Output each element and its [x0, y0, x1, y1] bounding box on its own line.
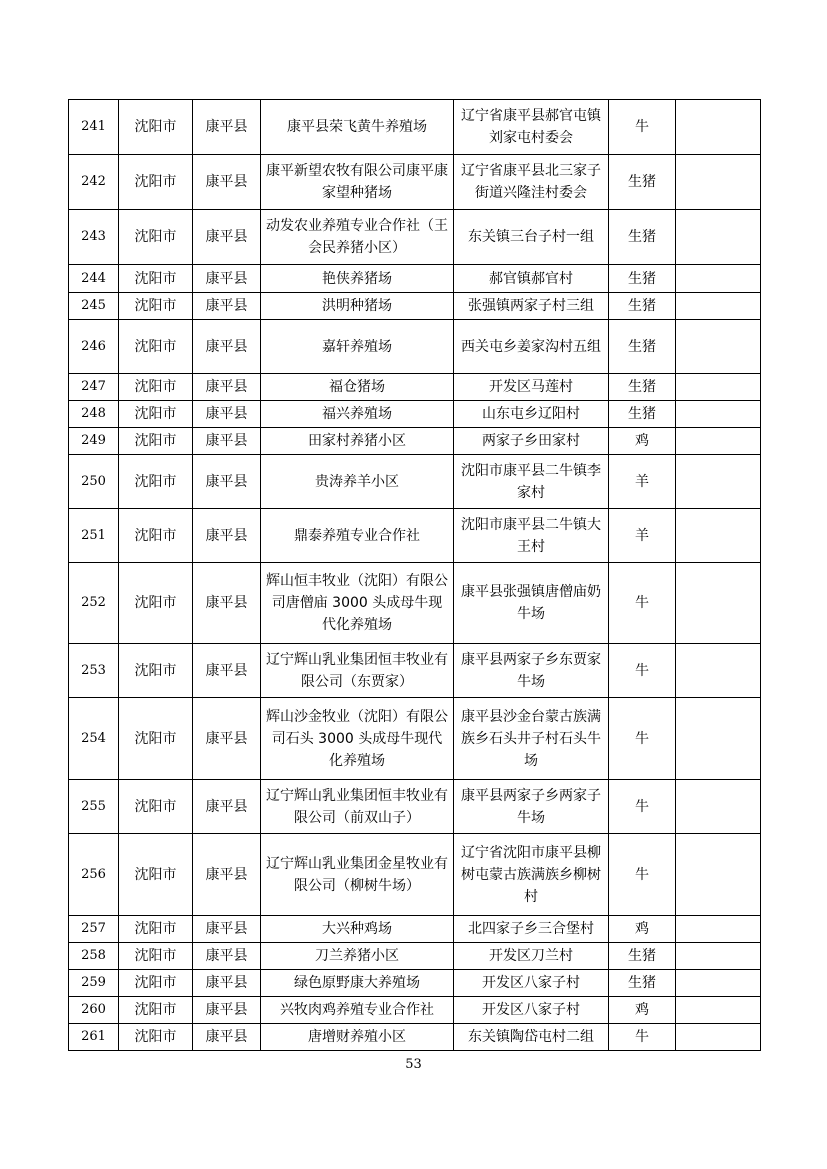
county-cell: 康平县	[193, 997, 261, 1024]
address-cell: 东关镇三台子村一组	[454, 210, 609, 265]
city-cell: 沈阳市	[119, 943, 193, 970]
animal-type-cell: 生猪	[609, 155, 676, 210]
remarks-cell	[676, 455, 761, 509]
animal-type-cell: 牛	[609, 100, 676, 155]
address-cell: 开发区刀兰村	[454, 943, 609, 970]
table-row	[69, 265, 761, 293]
table-row	[69, 1024, 761, 1051]
county-cell: 康平县	[193, 509, 261, 563]
farm-name-cell: 大兴种鸡场	[261, 916, 454, 943]
animal-type-cell: 生猪	[609, 210, 676, 265]
city-cell: 沈阳市	[119, 428, 193, 455]
city-cell: 沈阳市	[119, 970, 193, 997]
remarks-cell	[676, 997, 761, 1024]
table-row	[69, 320, 761, 374]
table-row	[69, 644, 761, 698]
city-cell: 沈阳市	[119, 265, 193, 293]
city-cell: 沈阳市	[119, 644, 193, 698]
remarks-cell	[676, 1024, 761, 1051]
row-number: 252	[69, 563, 119, 644]
address-cell: 康平县两家子乡东贾家牛场	[454, 644, 609, 698]
address-cell: 辽宁省康平县北三家子街道兴隆洼村委会	[454, 155, 609, 210]
table-row	[69, 509, 761, 563]
row-number: 248	[69, 401, 119, 428]
city-cell: 沈阳市	[119, 780, 193, 834]
remarks-cell	[676, 780, 761, 834]
remarks-cell	[676, 563, 761, 644]
city-cell: 沈阳市	[119, 155, 193, 210]
county-cell: 康平县	[193, 970, 261, 997]
address-cell: 辽宁省沈阳市康平县柳树屯蒙古族满族乡柳树村	[454, 834, 609, 916]
table-row	[69, 970, 761, 997]
table-row	[69, 455, 761, 509]
row-number: 257	[69, 916, 119, 943]
remarks-cell	[676, 265, 761, 293]
farm-name-cell: 田家村养猪小区	[261, 428, 454, 455]
table-row	[69, 100, 761, 155]
county-cell: 康平县	[193, 1024, 261, 1051]
remarks-cell	[676, 374, 761, 401]
county-cell: 康平县	[193, 780, 261, 834]
table-row	[69, 916, 761, 943]
animal-type-cell: 生猪	[609, 970, 676, 997]
farm-name-cell: 刀兰养猪小区	[261, 943, 454, 970]
county-cell: 康平县	[193, 155, 261, 210]
city-cell: 沈阳市	[119, 698, 193, 780]
farm-name-cell: 鼎泰养殖专业合作社	[261, 509, 454, 563]
address-cell: 西关屯乡姜家沟村五组	[454, 320, 609, 374]
table-row	[69, 401, 761, 428]
address-cell: 沈阳市康平县二牛镇李家村	[454, 455, 609, 509]
county-cell: 康平县	[193, 943, 261, 970]
table-body	[69, 100, 761, 1051]
table-row	[69, 563, 761, 644]
remarks-cell	[676, 834, 761, 916]
city-cell: 沈阳市	[119, 1024, 193, 1051]
table-row	[69, 210, 761, 265]
animal-type-cell: 牛	[609, 834, 676, 916]
county-cell: 康平县	[193, 563, 261, 644]
row-number: 243	[69, 210, 119, 265]
remarks-cell	[676, 320, 761, 374]
animal-type-cell: 牛	[609, 563, 676, 644]
farm-name-cell: 辉山沙金牧业（沈阳）有限公司石头 3000 头成母牛现代化养殖场	[261, 698, 454, 780]
animal-type-cell: 羊	[609, 455, 676, 509]
row-number: 260	[69, 997, 119, 1024]
county-cell: 康平县	[193, 455, 261, 509]
address-cell: 康平县张强镇唐僧庙奶牛场	[454, 563, 609, 644]
remarks-cell	[676, 970, 761, 997]
address-cell: 辽宁省康平县郝官屯镇刘家屯村委会	[454, 100, 609, 155]
farm-name-cell: 康平县荣飞黄牛养殖场	[261, 100, 454, 155]
farm-name-cell: 辽宁辉山乳业集团恒丰牧业有限公司（东贾家）	[261, 644, 454, 698]
farm-name-cell: 洪明种猪场	[261, 293, 454, 320]
row-number: 249	[69, 428, 119, 455]
row-number: 244	[69, 265, 119, 293]
table-row	[69, 428, 761, 455]
county-cell: 康平县	[193, 834, 261, 916]
county-cell: 康平县	[193, 916, 261, 943]
animal-type-cell: 生猪	[609, 401, 676, 428]
farm-name-cell: 辽宁辉山乳业集团恒丰牧业有限公司（前双山子）	[261, 780, 454, 834]
farm-name-cell: 绿色原野康大养殖场	[261, 970, 454, 997]
address-cell: 沈阳市康平县二牛镇大王村	[454, 509, 609, 563]
table-row	[69, 997, 761, 1024]
remarks-cell	[676, 916, 761, 943]
city-cell: 沈阳市	[119, 100, 193, 155]
remarks-cell	[676, 155, 761, 210]
county-cell: 康平县	[193, 644, 261, 698]
farm-name-cell: 福仓猪场	[261, 374, 454, 401]
animal-type-cell: 生猪	[609, 320, 676, 374]
remarks-cell	[676, 210, 761, 265]
table-row	[69, 698, 761, 780]
table-row	[69, 293, 761, 320]
city-cell: 沈阳市	[119, 401, 193, 428]
row-number: 245	[69, 293, 119, 320]
animal-type-cell: 生猪	[609, 374, 676, 401]
row-number: 259	[69, 970, 119, 997]
table-row	[69, 780, 761, 834]
address-cell: 张强镇两家子村三组	[454, 293, 609, 320]
farm-name-cell: 嘉轩养殖场	[261, 320, 454, 374]
remarks-cell	[676, 401, 761, 428]
row-number: 254	[69, 698, 119, 780]
table-row	[69, 834, 761, 916]
row-number: 261	[69, 1024, 119, 1051]
county-cell: 康平县	[193, 320, 261, 374]
address-cell: 开发区马莲村	[454, 374, 609, 401]
row-number: 255	[69, 780, 119, 834]
table-row	[69, 943, 761, 970]
county-cell: 康平县	[193, 374, 261, 401]
city-cell: 沈阳市	[119, 320, 193, 374]
address-cell: 开发区八家子村	[454, 997, 609, 1024]
county-cell: 康平县	[193, 210, 261, 265]
row-number: 242	[69, 155, 119, 210]
animal-type-cell: 鸡	[609, 997, 676, 1024]
row-number: 246	[69, 320, 119, 374]
remarks-cell	[676, 644, 761, 698]
city-cell: 沈阳市	[119, 455, 193, 509]
county-cell: 康平县	[193, 293, 261, 320]
animal-type-cell: 牛	[609, 644, 676, 698]
city-cell: 沈阳市	[119, 997, 193, 1024]
row-number: 253	[69, 644, 119, 698]
row-number: 258	[69, 943, 119, 970]
farm-name-cell: 动发农业养殖专业合作社（王会民养猪小区）	[261, 210, 454, 265]
city-cell: 沈阳市	[119, 210, 193, 265]
remarks-cell	[676, 509, 761, 563]
county-cell: 康平县	[193, 428, 261, 455]
address-cell: 康平县沙金台蒙古族满族乡石头井子村石头牛场	[454, 698, 609, 780]
address-cell: 两家子乡田家村	[454, 428, 609, 455]
address-cell: 康平县两家子乡两家子牛场	[454, 780, 609, 834]
city-cell: 沈阳市	[119, 563, 193, 644]
farm-name-cell: 艳侠养猪场	[261, 265, 454, 293]
farm-name-cell: 福兴养殖场	[261, 401, 454, 428]
address-cell: 郝官镇郝官村	[454, 265, 609, 293]
address-cell: 北四家子乡三合堡村	[454, 916, 609, 943]
animal-type-cell: 牛	[609, 698, 676, 780]
page-number: 53	[405, 1057, 422, 1072]
farm-list-table	[68, 99, 761, 1051]
remarks-cell	[676, 943, 761, 970]
address-cell: 东关镇陶岱屯村二组	[454, 1024, 609, 1051]
animal-type-cell: 鸡	[609, 916, 676, 943]
city-cell: 沈阳市	[119, 834, 193, 916]
table-row	[69, 374, 761, 401]
city-cell: 沈阳市	[119, 916, 193, 943]
county-cell: 康平县	[193, 265, 261, 293]
table-row	[69, 155, 761, 210]
farm-name-cell: 辉山恒丰牧业（沈阳）有限公司唐僧庙 3000 头成母牛现代化养殖场	[261, 563, 454, 644]
city-cell: 沈阳市	[119, 509, 193, 563]
county-cell: 康平县	[193, 698, 261, 780]
row-number: 241	[69, 100, 119, 155]
farm-name-cell: 兴牧肉鸡养殖专业合作社	[261, 997, 454, 1024]
animal-type-cell: 生猪	[609, 265, 676, 293]
remarks-cell	[676, 293, 761, 320]
county-cell: 康平县	[193, 100, 261, 155]
animal-type-cell: 生猪	[609, 943, 676, 970]
farm-name-cell: 辽宁辉山乳业集团金星牧业有限公司（柳树牛场）	[261, 834, 454, 916]
address-cell: 山东屯乡辽阳村	[454, 401, 609, 428]
animal-type-cell: 鸡	[609, 428, 676, 455]
row-number: 256	[69, 834, 119, 916]
address-cell: 开发区八家子村	[454, 970, 609, 997]
farm-name-cell: 康平新望农牧有限公司康平康家望种猪场	[261, 155, 454, 210]
animal-type-cell: 生猪	[609, 293, 676, 320]
city-cell: 沈阳市	[119, 293, 193, 320]
county-cell: 康平县	[193, 401, 261, 428]
row-number: 250	[69, 455, 119, 509]
row-number: 251	[69, 509, 119, 563]
animal-type-cell: 牛	[609, 1024, 676, 1051]
animal-type-cell: 羊	[609, 509, 676, 563]
city-cell: 沈阳市	[119, 374, 193, 401]
remarks-cell	[676, 698, 761, 780]
farm-name-cell: 贵涛养羊小区	[261, 455, 454, 509]
row-number: 247	[69, 374, 119, 401]
animal-type-cell: 牛	[609, 780, 676, 834]
farm-name-cell: 唐增财养殖小区	[261, 1024, 454, 1051]
remarks-cell	[676, 100, 761, 155]
remarks-cell	[676, 428, 761, 455]
